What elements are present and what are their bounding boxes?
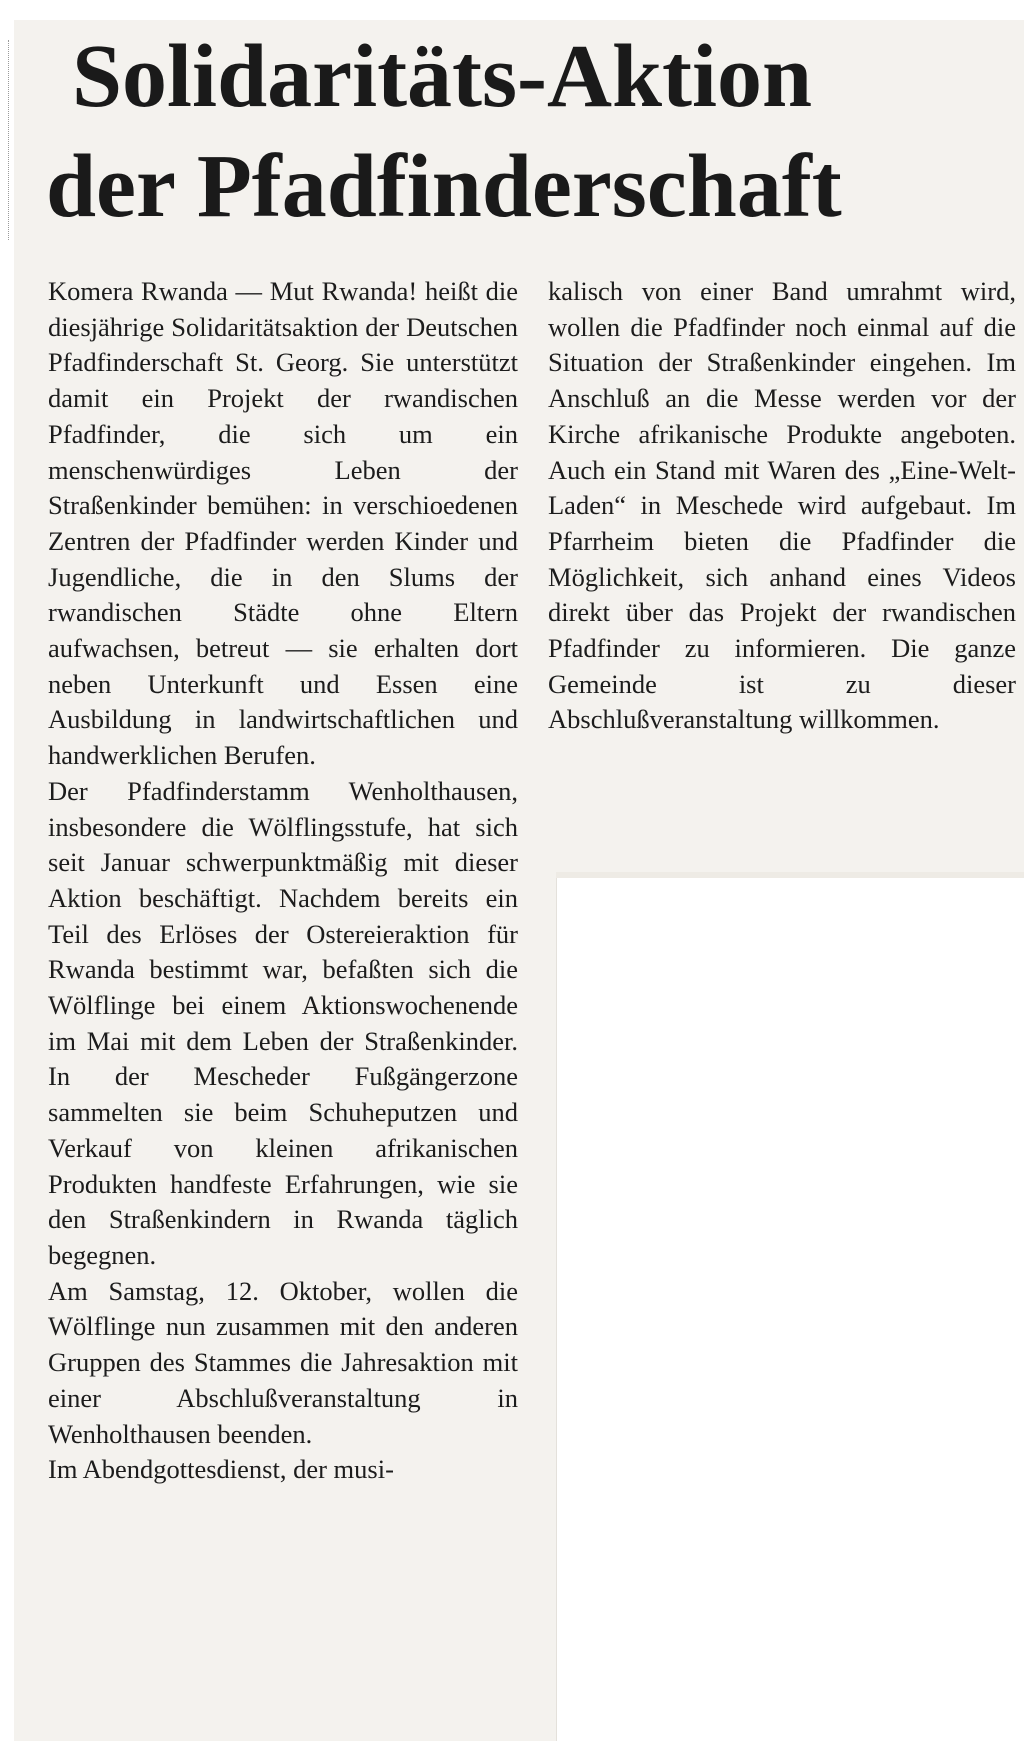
paragraph-service-start: Im Abendgottesdienst, der musi- xyxy=(48,1454,394,1485)
paragraph-intro: Komera Rwanda — Mut Rwanda! heißt die diesjährige Solidaritätsaktion der Deutschen Pfadfinderschaft St. Georg. Sie unterstützt damit ein Projekt der rwandischen Pfadfinder, die sich um ein menschenwürdiges Leben der Straßenkinder bemühen: in verschioedenen Zentren der Pfadfinder werden Kinder und Jugendliche, die in den Slums der rwandischen Städte ohne Eltern aufwachsen, betreut — sie erhalten dort neben Unterkunft und Essen eine Ausbildung in landwirtschaftlichen und handwerklichen Berufen. xyxy=(48,276,518,771)
paragraph-event-date: Am Samstag, 12. Oktober, wollen die Wölflinge nun zusammen mit den anderen Gruppen des Stammes die Jahresaktion mit einer Abschlußveranstaltung in Wenholthausen beenden. xyxy=(48,1275,518,1449)
headline-line-1: Solidaritäts-Aktion xyxy=(72,27,813,126)
article-headline xyxy=(24,22,1014,242)
article-column-right xyxy=(548,274,1016,738)
scan-margin-mark xyxy=(8,40,11,240)
clipping-cut-edge xyxy=(556,872,1024,878)
paragraph-service-continued: kalisch von einer Band umrahmt wird, wollen die Pfadfinder noch einmal auf die Situation der Straßenkinder eingehen. Im Anschluß an die Messe werden vor der Kirche afrikanische Produkte angeboten. Auch ein Stand mit Waren des „Eine-Welt-Laden“ in Meschede wird aufgebaut. Im Pfarrheim bieten die Pfadfinder die Möglichkeit, sich anhand eines Videos direkt über das Projekt der rwandischen Pfadfinder zu informieren. Die ganze Gemeinde ist zu dieser Abschlußveranstaltung willkommen. xyxy=(548,276,1016,735)
article-column-left xyxy=(48,274,518,1488)
headline-line-2: der Pfadfinderschaft xyxy=(46,137,842,236)
paragraph-wenholthausen: Der Pfadfinderstamm Wenholthausen, insbesondere die Wölflingsstufe, hat sich seit Januar schwerpunktmäßig mit dieser Aktion beschäftigt. Nachdem bereits ein Teil des Erlöses der Ostereieraktion für Rwanda bestimmt war, befaßten sich die Wölflinge bei einem Aktionswochenende im Mai mit dem Leben der Straßenkinder. In der Mescheder Fußgängerzone sammelten sie beim Schuheputzen und Verkauf von kleinen afrikanischen Produkten handfeste Erfahrungen, wie sie den Straßenkindern in Rwanda täglich begegnen. xyxy=(48,775,518,1270)
